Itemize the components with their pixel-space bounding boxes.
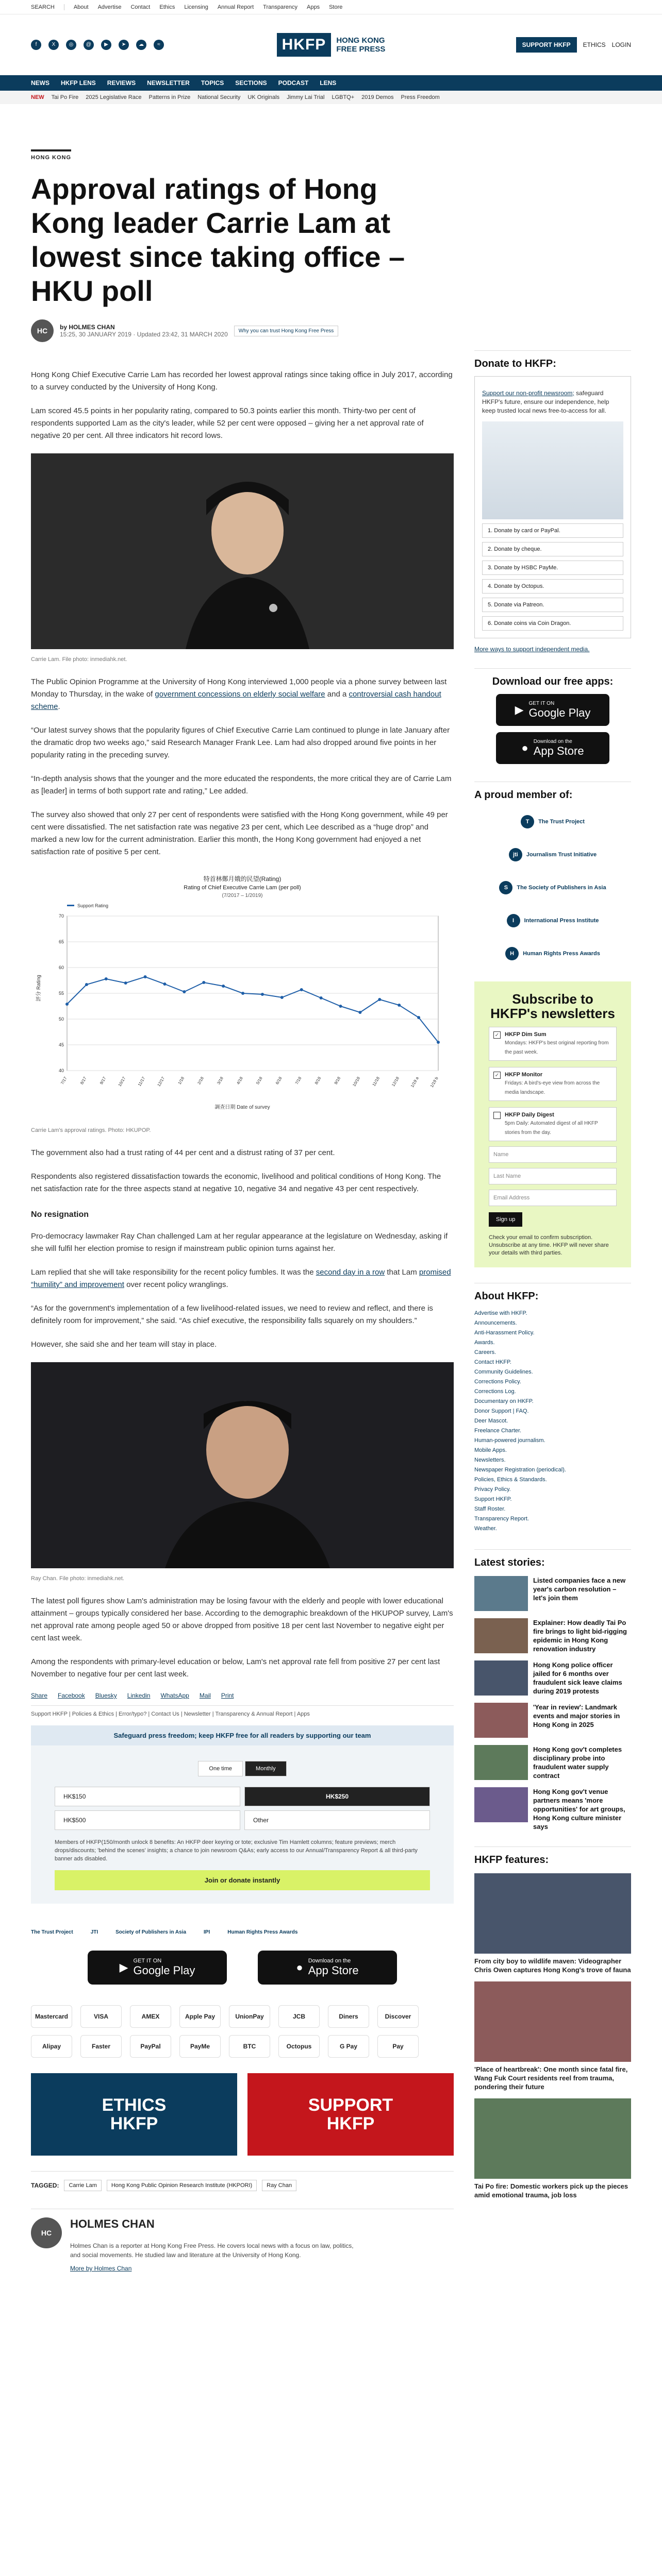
member-logo[interactable]: I International Press Institute — [474, 908, 631, 933]
data-point — [398, 1004, 401, 1007]
subheading: No resignation — [31, 1210, 89, 1219]
donate-heading: Donate to HKFP: — [474, 350, 631, 370]
feature-title[interactable]: 'Place of heartbreak': One month since fatal fire, Wang Fuk Court residents reel from trauma, pondering their future — [474, 2065, 628, 2091]
about-link[interactable]: Announcements. — [474, 1320, 517, 1326]
trend-item[interactable]: Tai Po Fire — [51, 94, 79, 100]
trend-item[interactable]: 2025 Legislative Race — [86, 94, 142, 100]
x-icon[interactable]: X — [48, 40, 59, 50]
newsletter-option[interactable]: HKFP Daily Digest 5pm Daily: Automated digest of all HKFP stories from the day. — [489, 1107, 617, 1141]
app-store-button[interactable]: ● Download on the App Store — [496, 732, 609, 764]
x-tick-label: 11/18 — [371, 1076, 381, 1087]
author-name[interactable]: HOLMES CHAN — [70, 2217, 155, 2230]
member-logo[interactable]: H Human Rights Press Awards — [474, 941, 631, 966]
data-point — [241, 992, 244, 995]
data-point — [378, 998, 381, 1001]
approval-rating-chart — [31, 870, 454, 1112]
trust-project-icon: T — [521, 815, 534, 828]
site-header — [0, 14, 662, 75]
about-link[interactable]: Corrections Log. — [474, 1388, 516, 1395]
topbar-transparency[interactable]: Transparency — [263, 4, 297, 10]
share-whatsapp[interactable]: WhatsApp — [160, 1692, 189, 1699]
threads-icon[interactable]: @ — [84, 40, 94, 50]
trend-item[interactable]: National Security — [197, 94, 241, 100]
x-tick-label: 1/18 — [177, 1076, 186, 1086]
search-link[interactable]: SEARCH — [31, 4, 55, 10]
logo-mark: HKFP — [277, 33, 332, 57]
data-point — [163, 982, 166, 986]
paragraph: Hong Kong Chief Executive Carrie Lam has recorded her lowest approval ratings since taking office in July 2017, according to a survey conducted by the University of Hong Kong. — [31, 370, 453, 392]
x-tick-label: 11/17 — [137, 1076, 146, 1087]
about-link[interactable]: Human-powered journalism. — [474, 1437, 545, 1444]
data-point — [65, 1003, 69, 1006]
share-print[interactable]: Print — [221, 1692, 234, 1699]
paragraph: However, she said she and her team will stay in place. — [31, 1340, 217, 1349]
x-tick-label: 3/18 — [216, 1076, 224, 1086]
about-link[interactable]: Newspaper Registration (periodical). — [474, 1467, 566, 1473]
share-mail[interactable]: Mail — [199, 1692, 211, 1699]
trust-link[interactable]: Why you can trust Hong Kong Free Press — [234, 326, 339, 336]
about-heading: About HKFP: — [474, 1283, 631, 1302]
jti-icon: jti — [509, 848, 522, 861]
humility-link[interactable]: promised “humility” and improvement — [31, 1268, 451, 1289]
nav-newsletter[interactable]: NEWSLETTER — [147, 79, 190, 87]
name-field[interactable]: Name — [489, 1146, 617, 1163]
about-link[interactable]: Corrections Policy. — [474, 1379, 521, 1385]
paragraph: The government also had a trust rating of 44 per cent and a distrust rating of 37 per cent. — [31, 1148, 335, 1157]
x-tick-label: 7/17 — [60, 1076, 68, 1086]
about-link[interactable]: Mobile Apps. — [474, 1447, 507, 1453]
x-tick-label: 9/17 — [98, 1076, 107, 1086]
x-tick-label: 5/18 — [255, 1076, 263, 1086]
photo-illustration — [31, 453, 454, 649]
about-link[interactable]: Documentary on HKFP. — [474, 1398, 534, 1404]
story-thumbnail[interactable] — [474, 1745, 528, 1780]
social-links — [31, 40, 227, 50]
bluesky-icon[interactable]: ☁ — [136, 40, 146, 50]
donate-option[interactable]: 4. Donate by Octopus. — [482, 579, 623, 594]
nav-news[interactable]: NEWS — [31, 79, 49, 87]
story-title[interactable]: 'Year in review': Landmark events and major stories in Hong Kong in 2025 — [533, 1703, 620, 1728]
play-icon: ▶ — [515, 703, 524, 716]
member-logo[interactable]: jti Journalism Trust Initiative — [474, 842, 631, 867]
play-icon: ▶ — [119, 1961, 128, 1974]
about-link[interactable]: Newsletters. — [474, 1457, 506, 1463]
data-point — [105, 977, 108, 980]
nav-reviews[interactable]: REVIEWS — [107, 79, 136, 87]
topbar-licensing[interactable]: Licensing — [184, 4, 208, 10]
paragraph: Among the respondents with primary-level education or below, Lam's net approval rate fell from positive 27 per cent last November to negative four per cent last week. — [31, 1657, 440, 1679]
sopa-icon: S — [499, 881, 512, 894]
trend-item[interactable]: Patterns in Prize — [148, 94, 191, 100]
story-item[interactable] — [474, 1660, 631, 1696]
author-bio: Holmes Chan is a reporter at Hong Kong Free Press. He covers local news with a focus on law, politics, and social movements. He studied law and literature at the University of Hong Kong. — [70, 2242, 354, 2259]
about-link[interactable]: Anti-Harassment Policy. — [474, 1330, 535, 1336]
y-tick-label: 70 — [58, 913, 64, 919]
frequency-toggle — [31, 1761, 454, 1776]
x-tick-label: 7/18 — [294, 1076, 303, 1086]
amount-options — [55, 1787, 430, 1830]
payment-methods — [31, 2005, 454, 2058]
x-tick-label: 4/18 — [236, 1076, 244, 1086]
ipi-icon: I — [507, 914, 520, 927]
author-avatar[interactable]: HC — [31, 319, 54, 342]
story-item[interactable] — [474, 1618, 631, 1653]
carrie-lam-photo — [31, 453, 454, 649]
sign-up-button[interactable]: Sign up — [489, 1212, 522, 1227]
header-actions — [435, 37, 631, 53]
newsletter-signup — [474, 981, 631, 1267]
legend-swatch — [67, 905, 74, 906]
payment-method: Apple Pay — [179, 2005, 221, 2028]
payment-method: BTC — [229, 2035, 270, 2058]
x-tick-label: 9/18 — [333, 1076, 342, 1086]
story-item[interactable] — [474, 1787, 631, 1831]
payment-method: UnionPay — [229, 2005, 270, 2028]
x-tick-label: 6/18 — [274, 1076, 283, 1086]
author-box — [31, 2209, 454, 2272]
payment-method: Octopus — [278, 2035, 320, 2058]
app-store-links — [31, 1951, 454, 1985]
story-thumbnail[interactable] — [474, 1703, 528, 1738]
chart-title-en: Rating of Chief Executive Carrie Lam (per poll) — [184, 885, 301, 891]
byline — [31, 319, 454, 342]
y-tick-label: 50 — [58, 1016, 64, 1022]
story-item[interactable] — [474, 1745, 631, 1780]
google-play-button[interactable]: ▶ GET IT ON Google Play — [88, 1951, 227, 1985]
paragraph: Lam replied that she will take responsibility for the recent policy fumbles. It was the second day in a row that Lam promised “humility” and improvement over recent policy wranglings. — [31, 1268, 451, 1289]
trending-nav — [0, 91, 662, 104]
data-point — [437, 1041, 440, 1044]
share-label[interactable]: Share — [31, 1692, 48, 1699]
about-link[interactable]: Contact HKFP. — [474, 1359, 511, 1365]
support-link[interactable]: Support our non-profit newsroom; — [482, 389, 574, 397]
about-link[interactable]: Community Guidelines. — [474, 1369, 533, 1375]
ethics-banner[interactable]: ETHICS HKFP — [31, 2073, 237, 2156]
nav-lens-2[interactable]: LENS — [320, 79, 337, 87]
story-thumbnail[interactable] — [474, 1618, 528, 1653]
feature-title[interactable]: Tai Po fire: Domestic workers pick up the pieces amid emotional trauma, job loss — [474, 2182, 628, 2199]
payment-method: Mastercard — [31, 2005, 72, 2028]
membership-badges — [31, 1929, 454, 1935]
donate-option[interactable]: 6. Donate coins via Coin Dragon. — [482, 616, 623, 631]
checkbox[interactable] — [493, 1112, 501, 1119]
donate-option[interactable]: 3. Donate by HSBC PayMe. — [482, 561, 623, 575]
rss-icon[interactable]: ≈ — [154, 40, 164, 50]
amount-option[interactable]: HK$500 — [55, 1810, 240, 1830]
trend-item[interactable]: Jimmy Lai Trial — [287, 94, 325, 100]
story-title[interactable]: Hong Kong police officer jailed for 6 months over fraudulent sick leave claims during 2019 protests — [533, 1661, 622, 1695]
paragraph: “In-depth analysis shows that the younger and the more educated the respondents, the more critical they are of Carrie Lam as [leader] in terms of both support rate and rating,” Lee added. — [31, 774, 452, 795]
payment-method: G Pay — [328, 2035, 369, 2058]
payment-method: PayPal — [130, 2035, 171, 2058]
payment-method: Diners — [328, 2005, 369, 2028]
newsletter-note: Check your email to confirm subscription. Unsubscribe at any time. HKFP will never share your details with third parties. — [489, 1234, 609, 1256]
y-tick-label: 65 — [58, 939, 64, 944]
main-nav — [0, 75, 662, 91]
newsletter-option[interactable]: ✓ HKFP Dim Sum Mondays: HKFP's best original reporting from the past week. — [489, 1027, 617, 1061]
checkbox-checked[interactable]: ✓ — [493, 1031, 501, 1039]
feature-image[interactable] — [474, 1873, 631, 1954]
nav-lens[interactable]: HKFP LENS — [61, 79, 96, 87]
x-tick-label: 12/18 — [391, 1076, 400, 1088]
membership-info: Members of HKFP(150/month unlock 8 benefits: An HKFP deer keyring or tote; exclusive Tim Hamlett columns; feature previews; merch drops/discounts; 'behind the scenes' insights; a chance to join newsroom Q&As; early access to our Annual/Transparency Report & all third-party banner ads disabled. — [55, 1839, 418, 1862]
apple-icon: ● — [521, 741, 528, 754]
donate-text: Support our non-profit newsroom; safeguard HKFP's future, ensure our independence, help keep trusted local news free-to-access for all. — [482, 389, 609, 414]
features-list — [474, 1873, 631, 2199]
donation-banner[interactable]: Safeguard press freedom; keep HKFP free for all readers by supporting our team — [31, 1725, 454, 1745]
about-link[interactable]: Transparency Report. — [474, 1516, 529, 1522]
about-link[interactable]: Weather. — [474, 1526, 497, 1532]
member-heading: A proud member of: — [474, 782, 631, 801]
more-ways-link[interactable]: More ways to support independent media. — [474, 646, 590, 653]
trend-item[interactable]: Press Freedom — [401, 94, 440, 100]
amount-option[interactable]: HK$150 — [55, 1787, 240, 1806]
support-banner[interactable]: SUPPORT HKFP — [247, 2073, 454, 2156]
about-link[interactable]: Staff Roster. — [474, 1506, 506, 1512]
payment-method: AMEX — [130, 2005, 171, 2028]
instagram-icon[interactable]: ◎ — [66, 40, 76, 50]
article-body — [31, 369, 454, 1681]
concessions-link[interactable]: government concessions on elderly social welfare — [155, 690, 325, 699]
x-tick-label: 8/17 — [79, 1076, 88, 1086]
y-tick-label: 45 — [58, 1042, 64, 1047]
story-title[interactable]: Explainer: How deadly Tai Po fire brings to light bid-rigging epidemic in Hong Kong renovation industry — [533, 1619, 627, 1653]
paragraph: Pro-democracy lawmaker Ray Chan challenged Lam at her regular appearance at the legislature on Wednesday, asking if she will fulfil her election promise to resign if mainstream public opinion turns against her. — [31, 1232, 448, 1253]
hrpa-badge[interactable]: Human Rights Press Awards — [227, 1929, 298, 1935]
telegram-icon[interactable]: ➤ — [119, 40, 129, 50]
top-bar — [0, 0, 662, 14]
ipi-badge[interactable]: IPI — [204, 1929, 210, 1935]
x-tick-label: 8/18 — [313, 1076, 322, 1086]
payment-method: VISA — [80, 2005, 122, 2028]
paragraph: “As for the government's implementation of a few livelihood-related issues, we need to review and reflect, and there is definitely room for improvement,” she said. “As chief executive, the responsibility falls squarely on my shoulders.” — [31, 1304, 433, 1325]
email-field[interactable]: Email Address — [489, 1190, 617, 1206]
x-tick-label: 10/17 — [117, 1076, 127, 1088]
more-by-author-link[interactable]: More by Holmes Chan — [70, 2265, 132, 2272]
trend-item[interactable]: 2019 Demos — [361, 94, 394, 100]
paragraph: The survey also showed that only 27 per cent of respondents were satisfied with the Hong Kong government, while 49 per cent were dissatisfied. The net satisfaction rate was negative 23 per cent, which Lee described as a “huge drop” and marked a new low for the current administration. Earlier this month, the Hong Kong government had enjoyed a net satisfaction rate of positive 5 per cent. — [31, 810, 448, 856]
y-tick-label: 40 — [58, 1068, 64, 1073]
story-title[interactable]: Hong Kong gov't completes disciplinary probe into fraudulent water supply contract — [533, 1745, 622, 1780]
data-point — [320, 996, 323, 999]
newsletter-option[interactable]: ✓ HKFP Monitor Fridays: A bird's-eye view from across the media landscape. — [489, 1067, 617, 1101]
about-link[interactable]: Freelance Charter. — [474, 1428, 522, 1434]
y-axis-label: 評分 Rating — [36, 975, 42, 1002]
payment-method: Alipay — [31, 2035, 72, 2058]
share-bluesky[interactable]: Bluesky — [95, 1692, 117, 1699]
story-item[interactable] — [474, 1703, 631, 1738]
publish-dates: 15:25, 30 JANUARY 2019 · Updated 23:42, 31 MARCH 2020 — [60, 331, 228, 338]
author-name[interactable]: by HOLMES CHAN — [60, 324, 115, 331]
payment-method: Faster — [80, 2035, 122, 2058]
data-point — [339, 1005, 342, 1008]
data-point — [202, 981, 205, 984]
paragraph: “Our latest survey shows that the popularity figures of Chief Executive Carrie Lam continued to plunge in late January after the dramatic drop two weeks ago,” said Research Manager Frank Lee. Lam had also dropped around five points in her popularity rating in the preceding survey. — [31, 726, 450, 759]
google-play-button[interactable]: ▶ GET IT ON Google Play — [496, 694, 609, 726]
apps-heading: Download our free apps: — [474, 668, 631, 688]
member-logo[interactable]: S The Society of Publishers in Asia — [474, 875, 631, 900]
author-avatar[interactable]: HC — [31, 2217, 62, 2248]
tag[interactable]: Carrie Lam — [64, 2180, 101, 2191]
one-time-toggle[interactable]: One time — [198, 1761, 243, 1776]
about-link[interactable]: Support HKFP. — [474, 1496, 512, 1502]
about-link[interactable]: Policies, Ethics & Standards. — [474, 1477, 547, 1483]
story-thumbnail[interactable] — [474, 1576, 528, 1611]
newsletter-heading: Subscribe to HKFP's newsletters — [490, 991, 615, 1021]
tagged-label: TAGGED: — [31, 2182, 59, 2189]
latest-stories — [474, 1576, 631, 1831]
features-heading: HKFP features: — [474, 1846, 631, 1866]
legend-label: Support Rating — [77, 903, 109, 908]
tag[interactable]: Ray Chan — [262, 2180, 296, 2191]
ethics-link[interactable]: ETHICS — [583, 41, 606, 48]
ray-chan-photo — [31, 1362, 454, 1568]
new-label: NEW — [31, 94, 44, 100]
share-bar — [31, 1692, 454, 1699]
promo-banners — [31, 2073, 454, 2156]
topbar-about[interactable]: About — [73, 4, 89, 10]
topbar-store[interactable]: Store — [329, 4, 343, 10]
chart-title: 特首林鄭月娥的民望(Rating) — [203, 875, 282, 883]
amount-option-selected[interactable]: HK$250 — [244, 1787, 430, 1806]
monthly-toggle[interactable]: Monthly — [245, 1761, 287, 1776]
data-point — [280, 996, 284, 999]
data-point — [222, 985, 225, 988]
logo-wordmark: HONG KONG FREE PRESS — [336, 36, 386, 54]
story-title[interactable]: Listed companies face a new year's carbon resolution – let's join them — [533, 1577, 626, 1602]
trust-project-badge[interactable]: The Trust Project — [31, 1929, 73, 1935]
facebook-icon[interactable]: f — [31, 40, 41, 50]
chart-subtitle: (7/2017 – 1/2019) — [222, 893, 263, 899]
checkbox-checked[interactable]: ✓ — [493, 1072, 501, 1079]
x-tick-label: 2/18 — [196, 1076, 205, 1086]
trend-item[interactable]: UK Originals — [247, 94, 280, 100]
donate-box — [474, 376, 631, 638]
youtube-icon[interactable]: ▶ — [101, 40, 111, 50]
apple-icon: ● — [296, 1961, 303, 1974]
support-button[interactable]: SUPPORT HKFP — [516, 37, 577, 53]
donate-option[interactable]: 2. Donate by cheque. — [482, 542, 623, 556]
payment-method: Discover — [377, 2005, 419, 2028]
x-tick-label: 12/17 — [156, 1076, 166, 1088]
cash-handout-link[interactable]: controversial cash handout scheme — [31, 690, 441, 711]
data-point — [85, 983, 88, 986]
amount-option-other[interactable]: Other — [244, 1810, 430, 1830]
y-tick-label: 55 — [58, 991, 64, 996]
latest-heading: Latest stories: — [474, 1549, 631, 1569]
donate-option[interactable]: 1. Donate by card or PayPal. — [482, 523, 623, 538]
data-point — [417, 1016, 420, 1019]
photo-illustration — [31, 1362, 454, 1568]
sidebar — [474, 350, 631, 2199]
tags — [31, 2171, 454, 2191]
paragraph: Lam scored 45.5 points in her popularity rating, compared to 50.3 points earlier this month. Thirty-two per cent of respondents supported Lam as the city's leader, while 52 per cent were opposed – giving her a net approval rate of negative 20 per cent. All three indicators hit record lows. — [31, 406, 424, 440]
data-point — [358, 1011, 361, 1014]
x-tick-label: 1/19 a — [409, 1076, 420, 1089]
feature-image[interactable] — [474, 2098, 631, 2179]
payment-method: Pay — [377, 2035, 419, 2058]
paragraph: The Public Opinion Programme at the University of Hong Kong interviewed 1,000 people via a phone survey between last Monday to Thursday, in the wake of government concessions on elderly social welfare and a controversial cash handout scheme. — [31, 677, 447, 711]
section-tag[interactable]: HONG KONG — [31, 149, 71, 161]
topbar-apps[interactable]: Apps — [307, 4, 320, 10]
data-point — [124, 981, 127, 985]
nav-podcast[interactable]: PODCAST — [278, 79, 309, 87]
share-facebook[interactable]: Facebook — [58, 1692, 85, 1699]
story-item[interactable] — [474, 1576, 631, 1611]
photo-caption: Ray Chan. File photo: inmediahk.net. — [31, 1575, 124, 1582]
x-tick-label: 10/18 — [352, 1076, 361, 1088]
about-link[interactable]: Advertise with HKFP. — [474, 1310, 527, 1316]
chart-caption: Carrie Lam's approval ratings. Photo: HKUPOP. — [31, 1127, 151, 1133]
last-name-field[interactable]: Last Name — [489, 1168, 617, 1184]
photo-caption: Carrie Lam. File photo: inmediahk.net. — [31, 656, 127, 663]
topbar-ethics[interactable]: Ethics — [159, 4, 175, 10]
app-store-button[interactable]: ● Download on the App Store — [258, 1951, 397, 1985]
donate-option[interactable]: 5. Donate via Patreon. — [482, 598, 623, 612]
about-link[interactable]: Awards. — [474, 1340, 495, 1346]
article-title: Approval ratings of Hong Kong leader Carrie Lam at lowest since taking office – HKU poll — [31, 173, 405, 307]
x-axis-label: 調查日期 Date of survey — [214, 1105, 270, 1110]
data-point — [261, 993, 264, 996]
join-button[interactable]: Join or donate instantly — [55, 1870, 430, 1890]
tag[interactable]: Hong Kong Public Opinion Research Institute (HKPORI) — [107, 2180, 257, 2191]
topbar-contact[interactable]: Contact — [130, 4, 151, 10]
topbar-advertise[interactable]: Advertise — [97, 4, 122, 10]
data-point — [300, 988, 303, 991]
story-thumbnail[interactable] — [474, 1787, 528, 1822]
story-thumbnail[interactable] — [474, 1660, 528, 1696]
login-link[interactable]: LOGIN — [611, 41, 631, 48]
payment-method: PayMe — [179, 2035, 221, 2058]
second-day-link[interactable]: second day in a row — [316, 1268, 385, 1277]
payment-method: JCB — [278, 2005, 320, 2028]
about-link[interactable]: Privacy Policy. — [474, 1486, 511, 1493]
data-point — [183, 990, 186, 993]
feature-image[interactable] — [474, 1981, 631, 2062]
article — [31, 149, 454, 2272]
share-linkedin[interactable]: Linkedin — [127, 1692, 151, 1699]
topbar-annual-report[interactable]: Annual Report — [217, 4, 254, 10]
about-list — [474, 1309, 631, 1534]
nav-topics[interactable]: TOPICS — [201, 79, 224, 87]
paragraph: Respondents also registered dissatisfaction towards the economic, livelihood and political conditions of Hong Kong. The net satisfaction rate for the three aspects stand at negative 10, negative 34 and negative 43 per cent respectively. — [31, 1172, 441, 1193]
trend-item[interactable]: LGBTQ+ — [332, 94, 355, 100]
site-logo[interactable] — [233, 33, 429, 57]
data-point — [144, 975, 147, 978]
about-link[interactable]: Careers. — [474, 1349, 496, 1355]
hrpa-icon: H — [505, 947, 519, 960]
byline-text — [60, 324, 228, 338]
about-link[interactable]: Deer Mascot. — [474, 1418, 508, 1424]
jti-badge[interactable]: JTI — [90, 1929, 98, 1935]
feature-title[interactable]: From city boy to wildlife maven: Videographer Chris Owen captures Hong Kong's trove of fauna — [474, 1957, 631, 1974]
donation-widget — [31, 1725, 454, 1904]
support-links[interactable]: Support HKFP | Policies & Ethics | Error/typo? | Contact Us | Newsletter | Transparency & Annual Report | Apps — [31, 1705, 454, 1717]
x-tick-label: 1/19 b — [429, 1076, 439, 1089]
y-tick-label: 60 — [58, 965, 64, 970]
donate-illustration — [482, 421, 623, 519]
nav-sections[interactable]: SECTIONS — [235, 79, 267, 87]
about-link[interactable]: Donor Support | FAQ. — [474, 1408, 529, 1414]
paragraph: The latest poll figures show Lam's administration may be losing favour with the elderly and people with lower educational attainment – groups typically considered her base. According to the demographic breakdown of the HKUPOP survey, Lam's net approval rate among people aged 50 or above dropped from positive 18 per cent last November to negative eight per cent last week. — [31, 1597, 453, 1642]
sopa-badge[interactable]: Society of Publishers in Asia — [115, 1929, 187, 1935]
story-title[interactable]: Hong Kong gov't venue partners means 'more opportunities' for art groups, Hong Kong culture minister says — [533, 1788, 625, 1831]
author-info — [70, 2217, 454, 2272]
member-logo[interactable]: T The Trust Project — [474, 809, 631, 834]
